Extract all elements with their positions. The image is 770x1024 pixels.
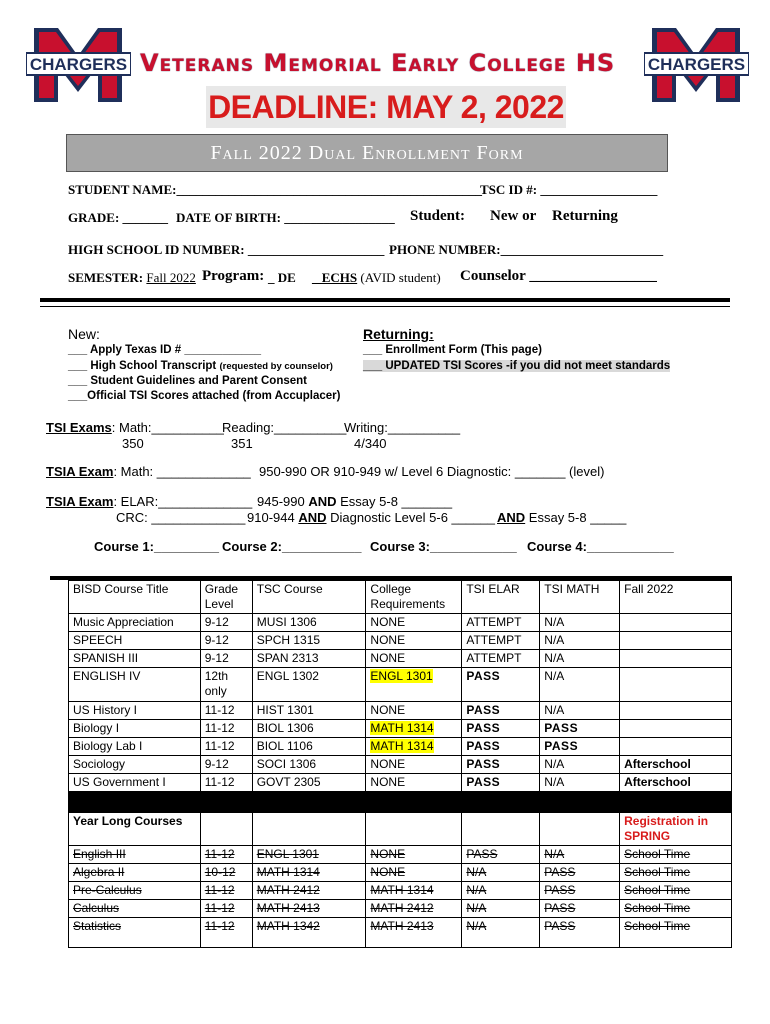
cell-tsc: SPCH 1315 (252, 632, 366, 650)
new-item-tsi-scores[interactable]: ___Official TSI Scores attached (from Accuplacer) (68, 390, 341, 402)
spring-registration-note: Registration in SPRING (620, 813, 732, 846)
course-4-field[interactable]: Course 4:____________ (527, 539, 674, 554)
new-requirements-title: New: (68, 326, 100, 342)
cell-course: Music Appreciation (69, 614, 201, 632)
header-grade-level: Grade Level (200, 581, 252, 614)
tsia-elar-row[interactable]: TSIA Exam: ELAR:_____________ (46, 494, 253, 509)
deadline-banner: DEADLINE: MAY 2, 2022 (206, 86, 566, 128)
cell-req: MATH 1314 (366, 882, 462, 900)
cell-math: N/A (540, 846, 620, 864)
cell-req: NONE (366, 632, 462, 650)
cell-elar: PASS (462, 774, 540, 792)
cell-term: School Time (620, 846, 732, 864)
table-row (69, 702, 732, 720)
tsia-math-note: 950-990 OR 910-949 w/ Level 6 Diagnostic: _______ (level) (259, 464, 605, 479)
cell-grade: 11-12 (200, 702, 252, 720)
table-row (69, 900, 732, 918)
cell-math: PASS (540, 864, 620, 882)
table-row (69, 614, 732, 632)
cell-math: N/A (540, 632, 620, 650)
cell-elar: N/A (462, 882, 540, 900)
cell-grade: 9-12 (200, 756, 252, 774)
cell-req: NONE (366, 774, 462, 792)
cell-math: N/A (540, 774, 620, 792)
student-returning-option[interactable]: Returning (552, 208, 618, 224)
cell-term: School Time (620, 918, 732, 948)
header-fall-2022: Fall 2022 (620, 581, 732, 614)
cell-tsc: ENGL 1301 (252, 846, 366, 864)
table-row (69, 632, 732, 650)
dob-field[interactable]: DATE OF BIRTH: _________________ (176, 210, 395, 225)
cell-elar: N/A (462, 918, 540, 948)
header-tsi-math: TSI MATH (540, 581, 620, 614)
tsi-math-score: 350 (122, 436, 144, 451)
cell-course: Statistics (69, 918, 201, 948)
chargers-logo-right (644, 26, 749, 104)
cell-tsc: GOVT 2305 (252, 774, 366, 792)
course-1-field[interactable]: Course 1:_________ (94, 539, 220, 554)
crc-essay-note: AND Essay 5-8 _____ (497, 510, 627, 525)
cell-course: SPANISH III (69, 650, 201, 668)
cell-grade: 11-12 (200, 738, 252, 756)
cell-term (620, 738, 732, 756)
cell-elar: PASS (462, 668, 540, 702)
cell-req: NONE (366, 650, 462, 668)
logo-left-text: CHARGERS (29, 55, 128, 74)
cell-term (620, 720, 732, 738)
cell-term (620, 668, 732, 702)
cell-course: Biology Lab I (69, 738, 201, 756)
cell-term: School Time (620, 882, 732, 900)
cell-tsc: MATH 2412 (252, 882, 366, 900)
crc-field[interactable]: CRC: _____________ (116, 510, 246, 525)
cell-term (620, 614, 732, 632)
logo-right-text: CHARGERS (647, 55, 746, 74)
tsi-reading-field[interactable]: Reading:__________ (222, 420, 347, 435)
header-college-req: College Requirements (366, 581, 462, 614)
cell-req: NONE (366, 846, 462, 864)
crc-note: 910-944 AND Diagnostic Level 5-6 ______ (247, 510, 495, 525)
cell-grade: 11-12 (200, 846, 252, 864)
course-2-field[interactable]: Course 2:___________ (222, 539, 362, 554)
tsc-id-field[interactable]: TSC ID #: __________________ (480, 182, 658, 197)
cell-course: SPEECH (69, 632, 201, 650)
cell-elar: N/A (462, 900, 540, 918)
cell-course: ENGLISH IV (69, 668, 201, 702)
school-name: Veterans Memorial Early College HS (140, 49, 616, 77)
cell-tsc: ENGL 1302 (252, 668, 366, 702)
cell-elar: PASS (462, 846, 540, 864)
student-type-label: Student: (410, 208, 466, 224)
table-row (69, 668, 732, 702)
new-item-guidelines[interactable]: ___ Student Guidelines and Parent Consent (68, 375, 307, 387)
chargers-logo-left (26, 26, 131, 104)
cell-tsc: SOCI 1306 (252, 756, 366, 774)
returning-requirements-title: Returning: (363, 326, 434, 342)
cell-tsc: BIOL 1306 (252, 720, 366, 738)
cell-elar: PASS (462, 702, 540, 720)
table-row (69, 846, 732, 864)
program-de-option[interactable]: _ DE (268, 270, 296, 285)
table-row (69, 650, 732, 668)
cell-tsc: HIST 1301 (252, 702, 366, 720)
cell-math: N/A (540, 650, 620, 668)
cell-req: MATH 2412 (366, 900, 462, 918)
cell-elar: ATTEMPT (462, 614, 540, 632)
table-row (69, 738, 732, 756)
cell-course: US History I (69, 702, 201, 720)
table-row (69, 720, 732, 738)
cell-course: Sociology (69, 756, 201, 774)
divider-thick (40, 298, 730, 302)
cell-grade: 11-12 (200, 774, 252, 792)
table-row (69, 774, 732, 792)
cell-term: School Time (620, 864, 732, 882)
header-tsi-elar: TSI ELAR (462, 581, 540, 614)
course-table (68, 580, 732, 948)
cell-elar: N/A (462, 864, 540, 882)
cell-req: NONE (366, 864, 462, 882)
phone-field[interactable]: PHONE NUMBER:_________________________ (389, 242, 664, 257)
cell-math: PASS (540, 900, 620, 918)
cell-tsc: MUSI 1306 (252, 614, 366, 632)
returning-item-enrollment[interactable]: ___ Enrollment Form (This page) (363, 344, 542, 356)
returning-item-tsi-updated[interactable]: ___ UPDATED TSI Scores -if you did not meet standards (363, 360, 671, 372)
cell-grade: 11-12 (200, 882, 252, 900)
tsi-writing-score: 4/340 (354, 436, 387, 451)
cell-tsc: MATH 1314 (252, 864, 366, 882)
cell-course: Calculus (69, 900, 201, 918)
tsi-exams-row: TSI Exams: Math:__________ (46, 420, 224, 435)
cell-req: NONE (366, 614, 462, 632)
grade-field[interactable]: GRADE: _______ (68, 210, 169, 225)
cell-elar: ATTEMPT (462, 650, 540, 668)
cell-math: N/A (540, 756, 620, 774)
header-tsc-course: TSC Course (252, 581, 366, 614)
table-row (69, 918, 732, 948)
cell-grade: 11-12 (200, 900, 252, 918)
cell-grade: 11-12 (200, 918, 252, 948)
table-row (69, 864, 732, 882)
program-label: Program: (202, 268, 265, 284)
table-separator (69, 792, 732, 813)
cell-math: PASS (540, 738, 620, 756)
course-3-field[interactable]: Course 3:____________ (370, 539, 517, 554)
year-long-label: Year Long Courses (69, 813, 201, 846)
counselor-field[interactable]: Counselor _________________ (460, 268, 657, 284)
cell-term: Afterschool (620, 774, 732, 792)
cell-math: PASS (540, 720, 620, 738)
cell-term (620, 650, 732, 668)
cell-math: N/A (540, 614, 620, 632)
tsi-writing-field[interactable]: Writing:__________ (344, 420, 461, 435)
table-row (69, 756, 732, 774)
student-new-option[interactable]: New or (490, 208, 537, 224)
cell-math: N/A (540, 668, 620, 702)
new-item-apply-texas[interactable]: ___ Apply Texas ID # ____________ (68, 344, 262, 356)
cell-tsc: SPAN 2313 (252, 650, 366, 668)
cell-course: English III (69, 846, 201, 864)
divider-thin (40, 306, 730, 307)
cell-term: Afterschool (620, 756, 732, 774)
cell-req: MATH 1314 (366, 738, 462, 756)
cell-course: Biology I (69, 720, 201, 738)
cell-grade: 11-12 (200, 720, 252, 738)
semester-row: SEMESTER: Fall 2022 (68, 270, 196, 285)
cell-grade: 9-12 (200, 632, 252, 650)
cell-req: NONE (366, 756, 462, 774)
year-long-header-row (69, 813, 732, 846)
cell-tsc: MATH 2413 (252, 900, 366, 918)
cell-grade: 9-12 (200, 650, 252, 668)
tsia-math-row[interactable]: TSIA Exam: Math: _____________ (46, 464, 251, 479)
form-title: Fall 2022 Dual Enrollment Form (66, 134, 668, 172)
cell-grade: 9-12 (200, 614, 252, 632)
table-row (69, 882, 732, 900)
cell-term: School Time (620, 900, 732, 918)
student-name-label: STUDENT NAME:_______________________________________________ (68, 182, 482, 197)
cell-elar: PASS (462, 738, 540, 756)
cell-math: N/A (540, 702, 620, 720)
cell-term (620, 632, 732, 650)
cell-course: US Government I (69, 774, 201, 792)
cell-math: PASS (540, 918, 620, 948)
cell-req: ENGL 1301 (366, 668, 462, 702)
cell-grade: 12th only (200, 668, 252, 702)
cell-math: PASS (540, 882, 620, 900)
cell-elar: PASS (462, 756, 540, 774)
cell-course: Algebra II (69, 864, 201, 882)
table-header-row (69, 581, 732, 614)
header-course-title: BISD Course Title (69, 581, 201, 614)
cell-req: NONE (366, 702, 462, 720)
tsia-elar-note: 945-990 AND Essay 5-8 _______ (257, 494, 453, 509)
cell-elar: ATTEMPT (462, 632, 540, 650)
cell-tsc: MATH 1342 (252, 918, 366, 948)
cell-tsc: BIOL 1106 (252, 738, 366, 756)
cell-course: Pre-Calculus (69, 882, 201, 900)
cell-grade: 10-12 (200, 864, 252, 882)
program-echs-option[interactable]: _ ECHS (AVID student) (312, 270, 441, 285)
hs-id-field[interactable]: HIGH SCHOOL ID NUMBER: _____________________ (68, 242, 385, 257)
cell-req: MATH 2413 (366, 918, 462, 948)
tsi-reading-score: 351 (231, 436, 253, 451)
cell-req: MATH 1314 (366, 720, 462, 738)
cell-term (620, 702, 732, 720)
cell-elar: PASS (462, 720, 540, 738)
new-item-transcript[interactable]: ___ High School Transcript (requested by counselor) (68, 360, 333, 372)
